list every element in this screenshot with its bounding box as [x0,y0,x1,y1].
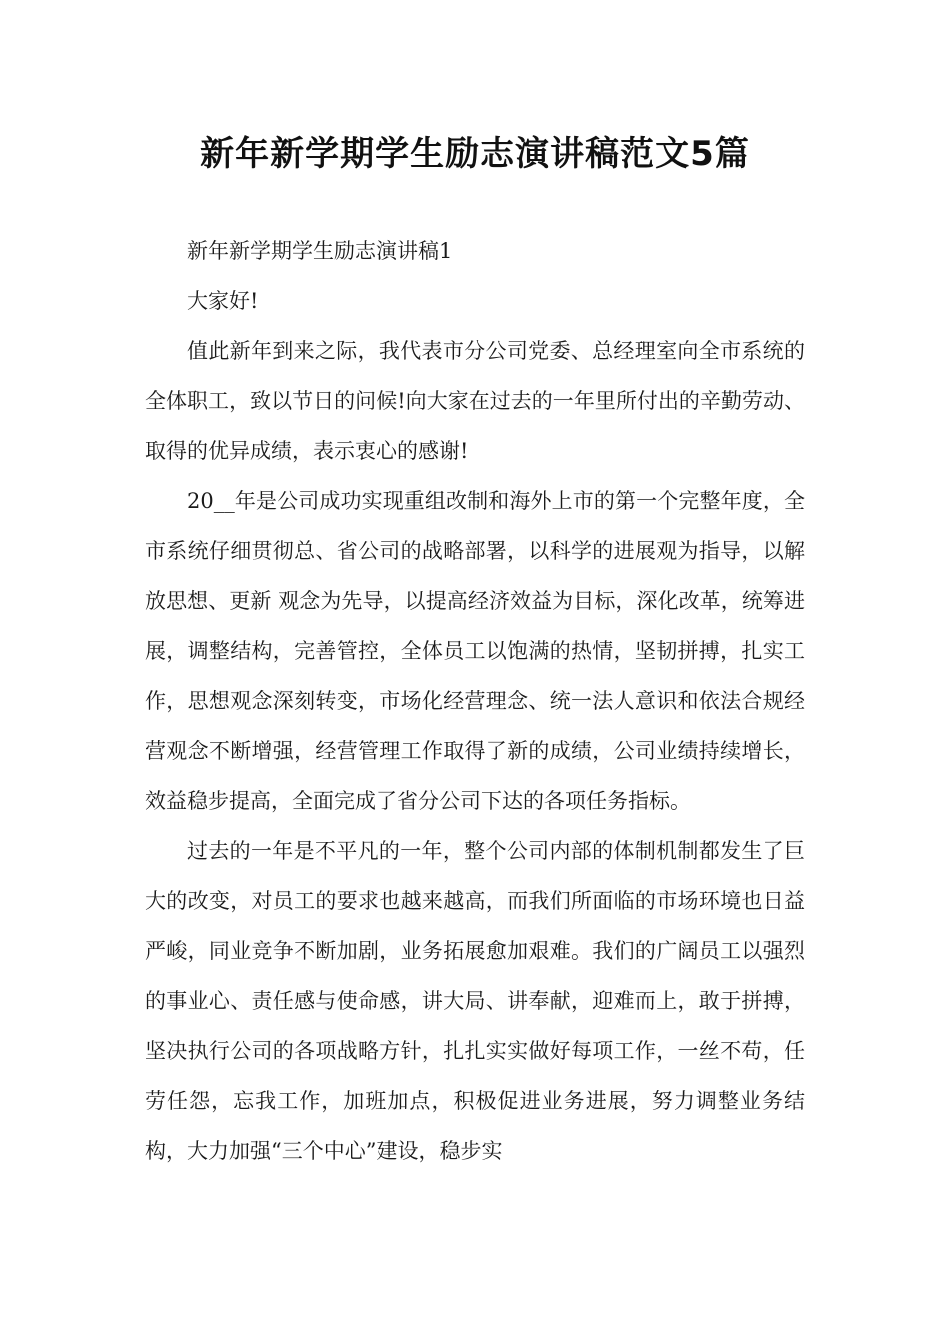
body-paragraph: 过去的一年是不平凡的一年，整个公司内部的体制机制都发生了巨大的改变，对员工的要求也越来越高，而我们所面临的市场环境也日益严峻，同业竞争不断加剧，业务拓展愈加艰难。我们的广阔员工以强烈的事业心、责任感与使命感，讲大局、讲奉献，迎难而上，敢于拼搏，坚决执行公司的各项战略方针，扎扎实实做好每项工作，一丝不苟，任劳任怨，忘我工作，加班加点，积极促进业务进展，努力调整业务结构，大力加强“三个中心”建设，稳步实 [145,839,805,1163]
body-paragraph: 20__年是公司成功实现重组改制和海外上市的第一个完整年度，全市系统仔细贯彻总、省公司的战略部署，以科学的进展观为指导，以解放思想、更新 观念为先导，以提高经济效益为目标，深化改革，统筹进展，调整结构，完善管控，全体员工以饱满的热情，坚韧拼搏，扎实工作，思想观念深刻转变，市场化经营理念、统一法人意识和依法合规经营观念不断增强，经营管理工作取得了新的成绩，公司业绩持续增长，效益稳步提高，全面完成了省分公司下达的各项任务指标。 [145,489,805,813]
body-paragraph: 值此新年到来之际，我代表市分公司党委、总经理室向全市系统的全体职工，致以节日的问候!向大家在过去的一年里所付出的辛勤劳动、取得的优异成绩，表示衷心的感谢! [145,339,805,463]
greeting-paragraph: 大家好! [187,289,259,313]
speech-heading: 新年新学期学生励志演讲稿1 [187,239,453,263]
document-title: 新年新学期学生励志演讲稿范文5篇 [200,134,750,174]
document-body [145,226,805,1176]
